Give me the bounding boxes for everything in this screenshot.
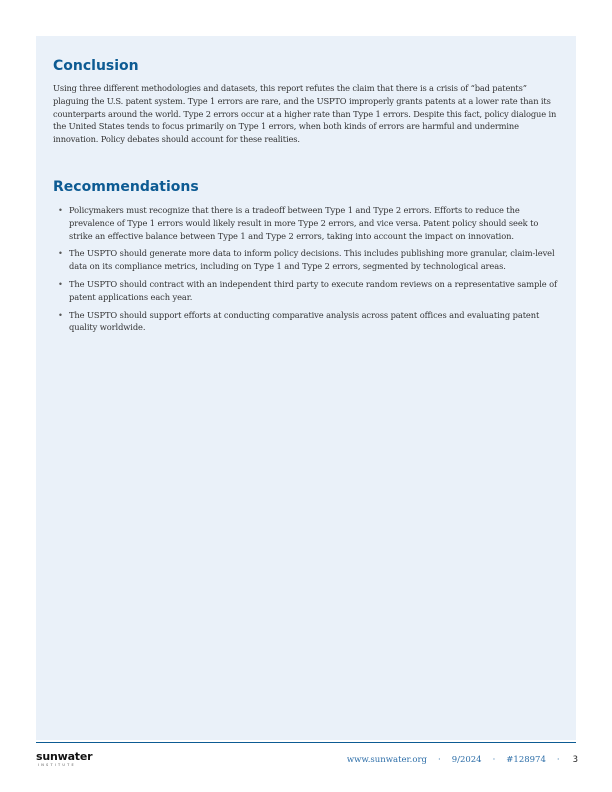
sunwater-logo: [36, 751, 116, 771]
logo-subtitle: INSTITUTE: [38, 763, 76, 767]
recommendation-item: [58, 204, 563, 242]
footer-url-link[interactable]: www.sunwater.org: [346, 755, 427, 765]
recommendation-text: Policymakers must recognize that there is a tradeoff between Type 1 and Type 2 errors. Efforts to reduce the prevalence of Type 1 errors would likely result in more Type 2 errors, and vice versa. Patent policy should seek to strike an effective balance between Type 1 and Type 2 errors, taking into account the impact on innovation.: [69, 205, 539, 241]
conclusion-heading: Conclusion: [53, 58, 139, 74]
logo-wordmark: sunwater: [36, 750, 93, 763]
conclusion-paragraph: Using three different methodologies and datasets, this report refutes the claim that there is a crisis of “bad patents” plaguing the U.S. patent system. Type 1 errors are rare, and the USPTO improperly grants patents at a lower rate than its counterparts around the world. Type 2 errors occur at a higher rate than Type 1 errors. Despite this fact, policy dialogue in the United States tends to focus primarily on Type 1 errors, when both kinds of errors are harmful and undermine innovation. Policy debates should account for these realities.: [53, 83, 557, 145]
footer-doc-number: #128974: [506, 755, 546, 765]
recommendation-text: The USPTO should contract with an independent third party to execute random reviews on a representative sample of patent applications each year.: [69, 278, 558, 302]
footer-meta: [347, 754, 578, 766]
bullet-point: •: [58, 278, 63, 289]
recommendations-heading: Recommendations: [53, 179, 199, 195]
footer-separator: ·: [437, 755, 441, 765]
footer-separator: ·: [492, 755, 496, 765]
recommendation-item: [58, 309, 563, 335]
recommendation-item: [58, 278, 563, 304]
recommendation-item: [58, 247, 563, 273]
page-number: 3: [572, 755, 578, 765]
bullet-point: •: [58, 309, 63, 320]
bullet-point: •: [58, 248, 63, 259]
footer-date: 9/2024: [451, 755, 482, 765]
recommendation-text: The USPTO should support efforts at conducting comparative analysis across patent offices and evaluating patent quality worldwide.: [69, 309, 540, 333]
recommendations-list: [58, 204, 563, 339]
bullet-point: •: [58, 205, 63, 215]
recommendation-text: The USPTO should generate more data to inform policy decisions. This includes publishing more granular, claim-level data on its compliance metrics, including on Type 1 and Type 2 errors, segmented by technological areas.: [69, 248, 555, 272]
content-panel: [36, 36, 576, 740]
footer-divider: [36, 742, 576, 743]
footer-separator: ·: [556, 755, 560, 765]
